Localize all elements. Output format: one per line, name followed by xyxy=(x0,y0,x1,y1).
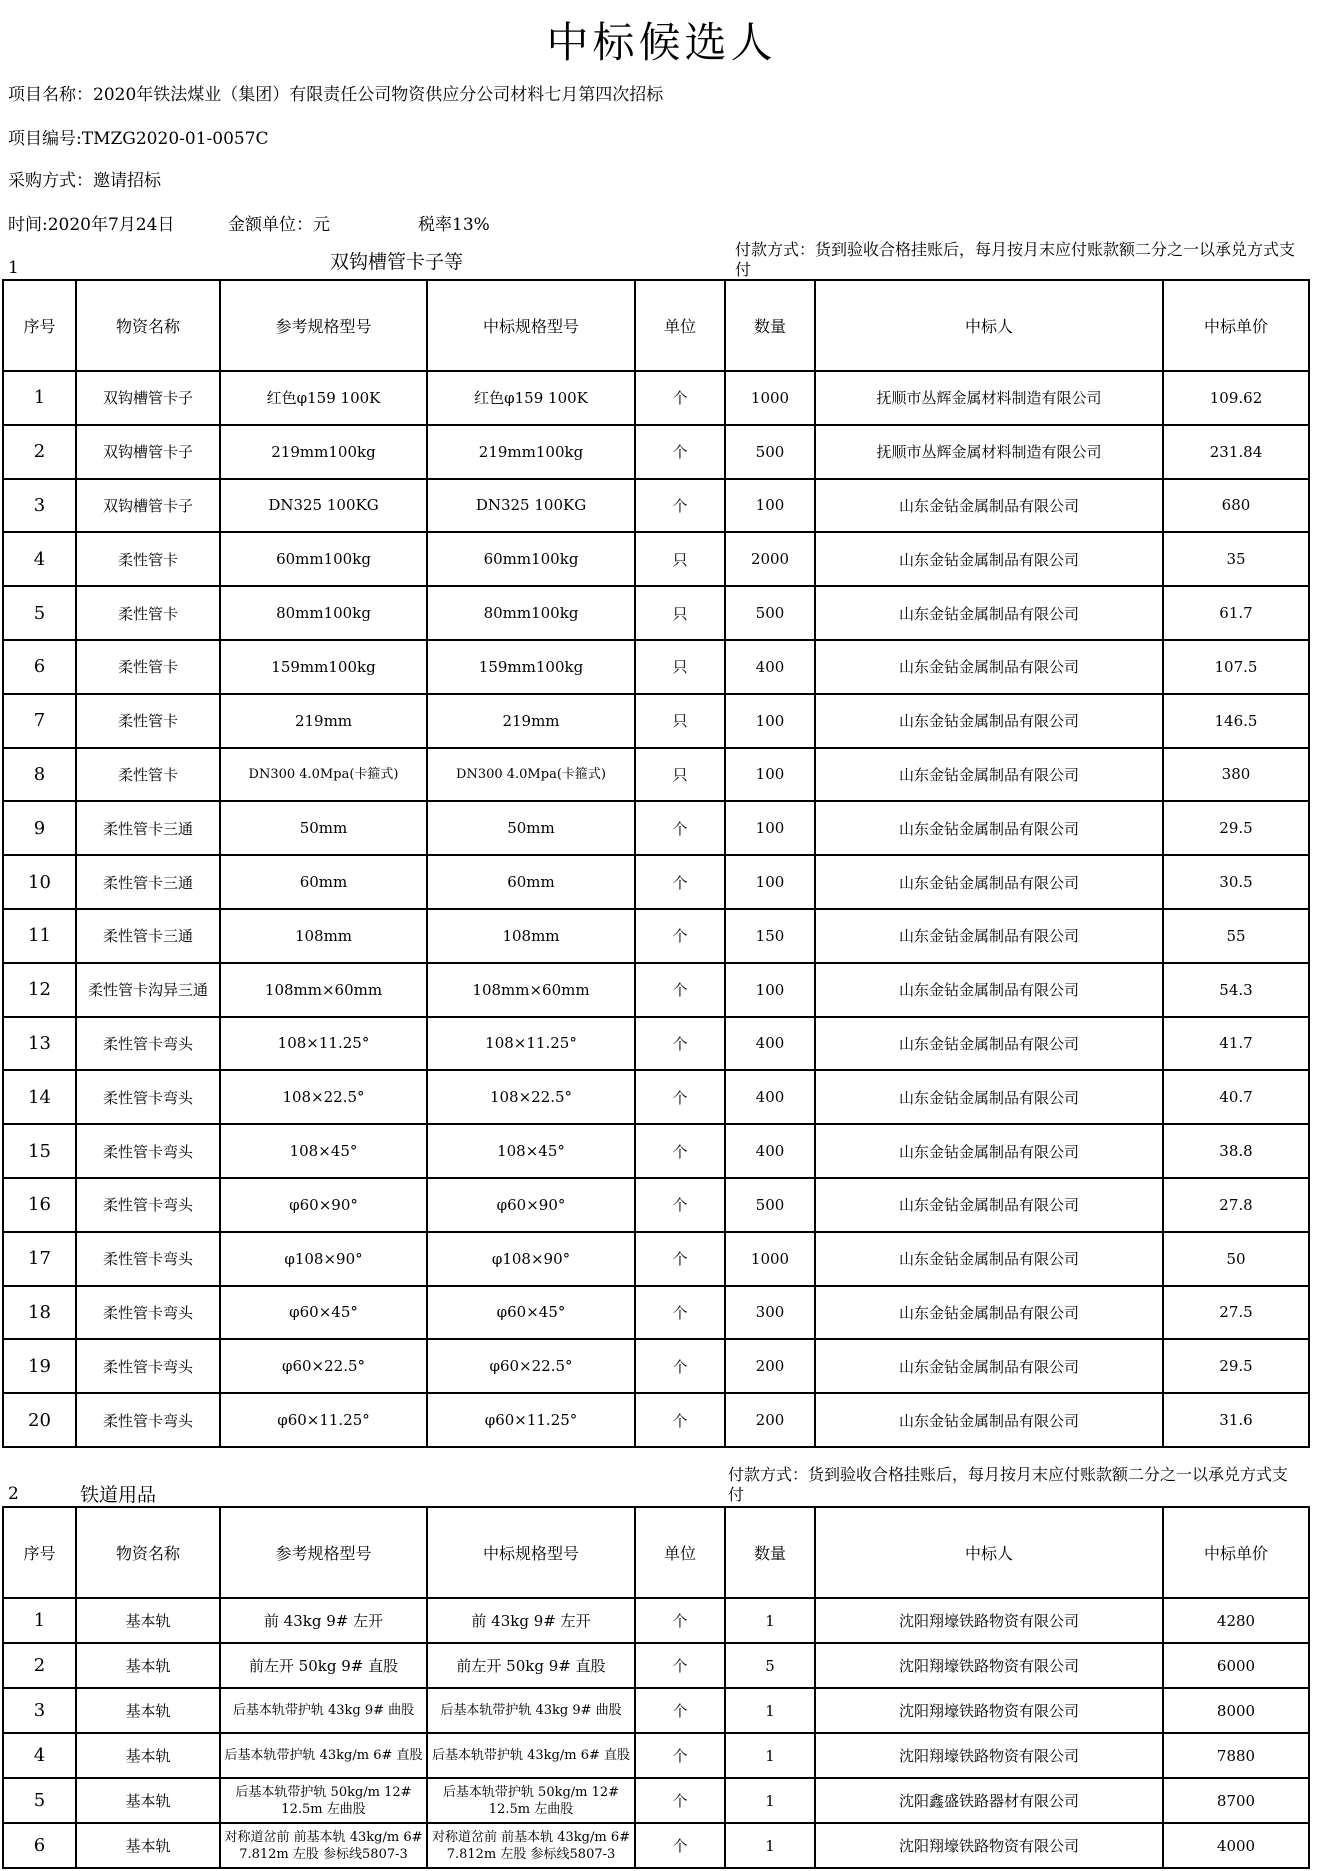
table-row xyxy=(3,532,1309,586)
cell-material-name: 柔性管卡弯头 xyxy=(76,1286,220,1340)
cell-bid-spec: 前左开 50kg 9# 直股 xyxy=(427,1643,635,1688)
bid-date: 时间:2020年7月24日 xyxy=(8,215,175,235)
cell-seq: 14 xyxy=(3,1070,76,1124)
cell-qty: 1 xyxy=(725,1778,815,1823)
col-header-seq: 序号 xyxy=(3,1507,76,1598)
cell-price: 41.7 xyxy=(1163,1017,1309,1071)
cell-bid-spec: 对称道岔前 前基本轨 43kg/m 6# 7.812m 左股 参标线5807-3 xyxy=(427,1823,635,1868)
cell-qty: 1000 xyxy=(725,371,815,425)
cell-price: 380 xyxy=(1163,748,1309,802)
table-row xyxy=(3,1778,1309,1823)
payment-terms: 付款方式：货到验收合格挂账后，每月按月末应付账款额二分之一以承兑方式支付 xyxy=(728,1465,1289,1504)
cell-material-name: 柔性管卡弯头 xyxy=(76,1124,220,1178)
cell-bidder: 山东金钻金属制品有限公司 xyxy=(815,1017,1163,1071)
cell-unit: 个 xyxy=(635,1286,725,1340)
cell-ref-spec: 108×22.5° xyxy=(220,1070,427,1124)
cell-price: 50 xyxy=(1163,1232,1309,1286)
cell-qty: 1 xyxy=(725,1823,815,1868)
cell-seq: 4 xyxy=(3,532,76,586)
cell-qty: 100 xyxy=(725,694,815,748)
table-row xyxy=(3,1232,1309,1286)
table-row xyxy=(3,801,1309,855)
cell-material-name: 柔性管卡三通 xyxy=(76,909,220,963)
table-row xyxy=(3,1393,1309,1447)
cell-bidder: 山东金钻金属制品有限公司 xyxy=(815,532,1163,586)
cell-material-name: 双钩槽管卡子 xyxy=(76,479,220,533)
cell-bid-spec: 前 43kg 9# 左开 xyxy=(427,1598,635,1643)
cell-qty: 500 xyxy=(725,586,815,640)
cell-unit: 个 xyxy=(635,1232,725,1286)
cell-qty: 400 xyxy=(725,640,815,694)
cell-bidder: 山东金钻金属制品有限公司 xyxy=(815,1178,1163,1232)
cell-ref-spec: 后基本轨带护轨 43kg 9# 曲股 xyxy=(220,1688,427,1733)
cell-bid-spec: 后基本轨带护轨 50kg/m 12# 12.5m 左曲股 xyxy=(427,1778,635,1823)
cell-bidder: 山东金钻金属制品有限公司 xyxy=(815,1393,1163,1447)
cell-unit: 只 xyxy=(635,694,725,748)
col-header-ref-spec: 参考规格型号 xyxy=(220,280,427,371)
cell-ref-spec: 219mm100kg xyxy=(220,425,427,479)
cell-bidder: 山东金钻金属制品有限公司 xyxy=(815,640,1163,694)
cell-seq: 17 xyxy=(3,1232,76,1286)
cell-unit: 个 xyxy=(635,1823,725,1868)
cell-qty: 100 xyxy=(725,963,815,1017)
cell-bid-spec: φ60×22.5° xyxy=(427,1339,635,1393)
cell-seq: 1 xyxy=(3,371,76,425)
cell-material-name: 基本轨 xyxy=(76,1778,220,1823)
cell-price: 107.5 xyxy=(1163,640,1309,694)
col-header-ref-spec: 参考规格型号 xyxy=(220,1507,427,1598)
cell-bid-spec: 后基本轨带护轨 43kg 9# 曲股 xyxy=(427,1688,635,1733)
cell-ref-spec: 后基本轨带护轨 50kg/m 12# 12.5m 左曲股 xyxy=(220,1778,427,1823)
table-row xyxy=(3,640,1309,694)
cell-ref-spec: φ60×90° xyxy=(220,1178,427,1232)
col-header-unit: 单位 xyxy=(635,280,725,371)
cell-seq: 9 xyxy=(3,801,76,855)
cell-bidder: 山东金钻金属制品有限公司 xyxy=(815,1339,1163,1393)
cell-bid-spec: φ60×90° xyxy=(427,1178,635,1232)
cell-unit: 个 xyxy=(635,1688,725,1733)
cell-ref-spec: DN325 100KG xyxy=(220,479,427,533)
table-row xyxy=(3,748,1309,802)
table-row xyxy=(3,1286,1309,1340)
cell-unit: 个 xyxy=(635,479,725,533)
cell-bidder: 山东金钻金属制品有限公司 xyxy=(815,855,1163,909)
table-row xyxy=(3,1017,1309,1071)
cell-price: 35 xyxy=(1163,532,1309,586)
bid-table-1 xyxy=(2,279,1310,1448)
cell-bid-spec: 108×11.25° xyxy=(427,1017,635,1071)
cell-material-name: 柔性管卡 xyxy=(76,694,220,748)
cell-bid-spec: 108×22.5° xyxy=(427,1070,635,1124)
currency-unit: 金额单位：元 xyxy=(228,215,330,235)
bid-table-2 xyxy=(2,1506,1310,1869)
cell-bidder: 抚顺市丛辉金属材料制造有限公司 xyxy=(815,371,1163,425)
cell-qty: 400 xyxy=(725,1070,815,1124)
cell-material-name: 柔性管卡弯头 xyxy=(76,1339,220,1393)
cell-price: 8700 xyxy=(1163,1778,1309,1823)
cell-bid-spec: 219mm100kg xyxy=(427,425,635,479)
cell-bidder: 沈阳翔壕铁路物资有限公司 xyxy=(815,1823,1163,1868)
cell-material-name: 柔性管卡弯头 xyxy=(76,1393,220,1447)
cell-ref-spec: 80mm100kg xyxy=(220,586,427,640)
cell-ref-spec: φ108×90° xyxy=(220,1232,427,1286)
cell-material-name: 柔性管卡弯头 xyxy=(76,1070,220,1124)
cell-unit: 个 xyxy=(635,801,725,855)
cell-unit: 个 xyxy=(635,1124,725,1178)
section-name: 双钩槽管卡子等 xyxy=(330,251,464,273)
cell-unit: 个 xyxy=(635,1643,725,1688)
cell-seq: 8 xyxy=(3,748,76,802)
cell-qty: 300 xyxy=(725,1286,815,1340)
cell-ref-spec: 108mm xyxy=(220,909,427,963)
cell-seq: 20 xyxy=(3,1393,76,1447)
cell-price: 31.6 xyxy=(1163,1393,1309,1447)
cell-bid-spec: 60mm100kg xyxy=(427,532,635,586)
cell-seq: 4 xyxy=(3,1733,76,1778)
cell-unit: 只 xyxy=(635,586,725,640)
cell-qty: 5 xyxy=(725,1643,815,1688)
cell-price: 29.5 xyxy=(1163,801,1309,855)
cell-bid-spec: 红色φ159 100K xyxy=(427,371,635,425)
cell-unit: 个 xyxy=(635,1339,725,1393)
cell-material-name: 柔性管卡 xyxy=(76,586,220,640)
cell-ref-spec: 219mm xyxy=(220,694,427,748)
cell-qty: 100 xyxy=(725,479,815,533)
cell-bid-spec: 108mm×60mm xyxy=(427,963,635,1017)
cell-qty: 400 xyxy=(725,1124,815,1178)
payment-terms: 付款方式：货到验收合格挂账后，每月按月末应付账款额二分之一以承兑方式支付 xyxy=(735,240,1296,279)
cell-unit: 个 xyxy=(635,1178,725,1232)
table-row xyxy=(3,1733,1309,1778)
cell-seq: 18 xyxy=(3,1286,76,1340)
cell-material-name: 柔性管卡沟异三通 xyxy=(76,963,220,1017)
col-header-bidder: 中标人 xyxy=(815,1507,1163,1598)
cell-bidder: 山东金钻金属制品有限公司 xyxy=(815,963,1163,1017)
section-number: 2 xyxy=(8,1484,19,1504)
cell-seq: 15 xyxy=(3,1124,76,1178)
section-number: 1 xyxy=(8,258,19,278)
cell-material-name: 柔性管卡弯头 xyxy=(76,1232,220,1286)
cell-bidder: 山东金钻金属制品有限公司 xyxy=(815,1124,1163,1178)
cell-ref-spec: DN300 4.0Mpa(卡箍式) xyxy=(220,748,427,802)
cell-unit: 只 xyxy=(635,532,725,586)
table-header-row xyxy=(3,280,1309,371)
cell-ref-spec: 108mm×60mm xyxy=(220,963,427,1017)
cell-seq: 5 xyxy=(3,1778,76,1823)
table-row xyxy=(3,1823,1309,1868)
cell-seq: 7 xyxy=(3,694,76,748)
cell-bidder: 山东金钻金属制品有限公司 xyxy=(815,1286,1163,1340)
cell-bid-spec: 80mm100kg xyxy=(427,586,635,640)
cell-ref-spec: φ60×22.5° xyxy=(220,1339,427,1393)
cell-unit: 个 xyxy=(635,371,725,425)
cell-price: 27.5 xyxy=(1163,1286,1309,1340)
cell-price: 231.84 xyxy=(1163,425,1309,479)
table-header-row xyxy=(3,1507,1309,1598)
cell-qty: 1 xyxy=(725,1598,815,1643)
cell-seq: 5 xyxy=(3,586,76,640)
cell-bid-spec: DN325 100KG xyxy=(427,479,635,533)
cell-bidder: 山东金钻金属制品有限公司 xyxy=(815,909,1163,963)
cell-material-name: 柔性管卡弯头 xyxy=(76,1017,220,1071)
cell-bidder: 山东金钻金属制品有限公司 xyxy=(815,586,1163,640)
cell-price: 40.7 xyxy=(1163,1070,1309,1124)
cell-bid-spec: 50mm xyxy=(427,801,635,855)
cell-bidder: 沈阳翔壕铁路物资有限公司 xyxy=(815,1733,1163,1778)
cell-price: 38.8 xyxy=(1163,1124,1309,1178)
cell-seq: 3 xyxy=(3,1688,76,1733)
cell-bidder: 山东金钻金属制品有限公司 xyxy=(815,748,1163,802)
col-header-bid-spec: 中标规格型号 xyxy=(427,1507,635,1598)
col-header-name: 物资名称 xyxy=(76,280,220,371)
cell-seq: 6 xyxy=(3,1823,76,1868)
cell-material-name: 双钩槽管卡子 xyxy=(76,371,220,425)
cell-ref-spec: 红色φ159 100K xyxy=(220,371,427,425)
cell-price: 680 xyxy=(1163,479,1309,533)
table-row xyxy=(3,1688,1309,1733)
col-header-qty: 数量 xyxy=(725,1507,815,1598)
table-row xyxy=(3,1339,1309,1393)
tax-rate: 税率13% xyxy=(418,215,490,235)
cell-material-name: 柔性管卡三通 xyxy=(76,801,220,855)
cell-material-name: 柔性管卡弯头 xyxy=(76,1178,220,1232)
cell-ref-spec: 60mm100kg xyxy=(220,532,427,586)
cell-bidder: 山东金钻金属制品有限公司 xyxy=(815,1232,1163,1286)
cell-bid-spec: 108×45° xyxy=(427,1124,635,1178)
cell-bidder: 沈阳翔壕铁路物资有限公司 xyxy=(815,1598,1163,1643)
cell-unit: 个 xyxy=(635,1778,725,1823)
table-row xyxy=(3,1124,1309,1178)
cell-seq: 3 xyxy=(3,479,76,533)
table-row xyxy=(3,1598,1309,1643)
cell-price: 7880 xyxy=(1163,1733,1309,1778)
cell-seq: 11 xyxy=(3,909,76,963)
cell-ref-spec: 60mm xyxy=(220,855,427,909)
table-row xyxy=(3,1070,1309,1124)
cell-seq: 2 xyxy=(3,1643,76,1688)
cell-bid-spec: φ60×11.25° xyxy=(427,1393,635,1447)
cell-unit: 个 xyxy=(635,963,725,1017)
cell-ref-spec: 50mm xyxy=(220,801,427,855)
table-row xyxy=(3,963,1309,1017)
procurement-method: 采购方式：邀请招标 xyxy=(8,171,161,191)
cell-price: 8000 xyxy=(1163,1688,1309,1733)
section-name: 铁道用品 xyxy=(80,1484,157,1506)
cell-qty: 200 xyxy=(725,1393,815,1447)
cell-seq: 6 xyxy=(3,640,76,694)
cell-seq: 2 xyxy=(3,425,76,479)
cell-bid-spec: DN300 4.0Mpa(卡箍式) xyxy=(427,748,635,802)
cell-unit: 个 xyxy=(635,425,725,479)
cell-bid-spec: 108mm xyxy=(427,909,635,963)
cell-material-name: 柔性管卡三通 xyxy=(76,855,220,909)
table-row xyxy=(3,425,1309,479)
table-row xyxy=(3,371,1309,425)
cell-price: 109.62 xyxy=(1163,371,1309,425)
cell-qty: 150 xyxy=(725,909,815,963)
cell-bidder: 山东金钻金属制品有限公司 xyxy=(815,801,1163,855)
col-header-name: 物资名称 xyxy=(76,1507,220,1598)
cell-price: 30.5 xyxy=(1163,855,1309,909)
table-row xyxy=(3,855,1309,909)
cell-price: 29.5 xyxy=(1163,1339,1309,1393)
cell-price: 4280 xyxy=(1163,1598,1309,1643)
cell-unit: 个 xyxy=(635,1017,725,1071)
cell-seq: 16 xyxy=(3,1178,76,1232)
cell-material-name: 基本轨 xyxy=(76,1598,220,1643)
page-title: 中标候选人 xyxy=(546,18,777,67)
cell-price: 27.8 xyxy=(1163,1178,1309,1232)
cell-bidder: 山东金钻金属制品有限公司 xyxy=(815,694,1163,748)
col-header-qty: 数量 xyxy=(725,280,815,371)
cell-qty: 400 xyxy=(725,1017,815,1071)
col-header-unit: 单位 xyxy=(635,1507,725,1598)
cell-ref-spec: 108×45° xyxy=(220,1124,427,1178)
cell-ref-spec: 159mm100kg xyxy=(220,640,427,694)
cell-qty: 500 xyxy=(725,425,815,479)
cell-qty: 100 xyxy=(725,855,815,909)
cell-price: 55 xyxy=(1163,909,1309,963)
cell-unit: 个 xyxy=(635,855,725,909)
cell-qty: 2000 xyxy=(725,532,815,586)
col-header-bidder: 中标人 xyxy=(815,280,1163,371)
table-row xyxy=(3,1178,1309,1232)
table-row xyxy=(3,586,1309,640)
cell-bidder: 沈阳翔壕铁路物资有限公司 xyxy=(815,1688,1163,1733)
col-header-bid-spec: 中标规格型号 xyxy=(427,280,635,371)
cell-price: 54.3 xyxy=(1163,963,1309,1017)
cell-price: 61.7 xyxy=(1163,586,1309,640)
table-row xyxy=(3,694,1309,748)
cell-unit: 个 xyxy=(635,1598,725,1643)
cell-seq: 10 xyxy=(3,855,76,909)
cell-ref-spec: 对称道岔前 前基本轨 43kg/m 6# 7.812m 左股 参标线5807-3 xyxy=(220,1823,427,1868)
cell-material-name: 双钩槽管卡子 xyxy=(76,425,220,479)
cell-seq: 13 xyxy=(3,1017,76,1071)
cell-qty: 200 xyxy=(725,1339,815,1393)
cell-bidder: 抚顺市丛辉金属材料制造有限公司 xyxy=(815,425,1163,479)
cell-seq: 1 xyxy=(3,1598,76,1643)
col-header-seq: 序号 xyxy=(3,280,76,371)
cell-seq: 12 xyxy=(3,963,76,1017)
cell-price: 146.5 xyxy=(1163,694,1309,748)
cell-qty: 1 xyxy=(725,1733,815,1778)
table-row xyxy=(3,1643,1309,1688)
cell-price: 6000 xyxy=(1163,1643,1309,1688)
cell-unit: 个 xyxy=(635,1070,725,1124)
cell-ref-spec: 108×11.25° xyxy=(220,1017,427,1071)
cell-material-name: 基本轨 xyxy=(76,1688,220,1733)
cell-material-name: 柔性管卡 xyxy=(76,640,220,694)
cell-bid-spec: 219mm xyxy=(427,694,635,748)
cell-ref-spec: φ60×45° xyxy=(220,1286,427,1340)
cell-bid-spec: 60mm xyxy=(427,855,635,909)
cell-qty: 500 xyxy=(725,1178,815,1232)
cell-unit: 只 xyxy=(635,640,725,694)
cell-ref-spec: 前左开 50kg 9# 直股 xyxy=(220,1643,427,1688)
cell-material-name: 柔性管卡 xyxy=(76,748,220,802)
cell-qty: 1000 xyxy=(725,1232,815,1286)
cell-unit: 个 xyxy=(635,1733,725,1778)
cell-bidder: 沈阳翔壕铁路物资有限公司 xyxy=(815,1643,1163,1688)
cell-qty: 100 xyxy=(725,801,815,855)
project-name: 项目名称：2020年铁法煤业（集团）有限责任公司物资供应分公司材料七月第四次招标 xyxy=(8,85,664,105)
cell-material-name: 基本轨 xyxy=(76,1823,220,1868)
cell-qty: 1 xyxy=(725,1688,815,1733)
cell-ref-spec: φ60×11.25° xyxy=(220,1393,427,1447)
col-header-price: 中标单价 xyxy=(1163,280,1309,371)
meta-line xyxy=(8,210,490,235)
table-row xyxy=(3,479,1309,533)
cell-bid-spec: 159mm100kg xyxy=(427,640,635,694)
cell-unit: 只 xyxy=(635,748,725,802)
cell-bidder: 山东金钻金属制品有限公司 xyxy=(815,479,1163,533)
cell-material-name: 基本轨 xyxy=(76,1733,220,1778)
cell-material-name: 基本轨 xyxy=(76,1643,220,1688)
cell-material-name: 柔性管卡 xyxy=(76,532,220,586)
col-header-price: 中标单价 xyxy=(1163,1507,1309,1598)
table-row xyxy=(3,909,1309,963)
cell-bid-spec: 后基本轨带护轨 43kg/m 6# 直股 xyxy=(427,1733,635,1778)
cell-unit: 个 xyxy=(635,909,725,963)
cell-ref-spec: 后基本轨带护轨 43kg/m 6# 直股 xyxy=(220,1733,427,1778)
cell-bidder: 沈阳鑫盛铁路器材有限公司 xyxy=(815,1778,1163,1823)
cell-qty: 100 xyxy=(725,748,815,802)
cell-bid-spec: φ108×90° xyxy=(427,1232,635,1286)
cell-bid-spec: φ60×45° xyxy=(427,1286,635,1340)
project-code: 项目编号:TMZG2020-01-0057C xyxy=(8,129,269,149)
cell-unit: 个 xyxy=(635,1393,725,1447)
cell-ref-spec: 前 43kg 9# 左开 xyxy=(220,1598,427,1643)
cell-price: 4000 xyxy=(1163,1823,1309,1868)
cell-seq: 19 xyxy=(3,1339,76,1393)
cell-bidder: 山东金钻金属制品有限公司 xyxy=(815,1070,1163,1124)
